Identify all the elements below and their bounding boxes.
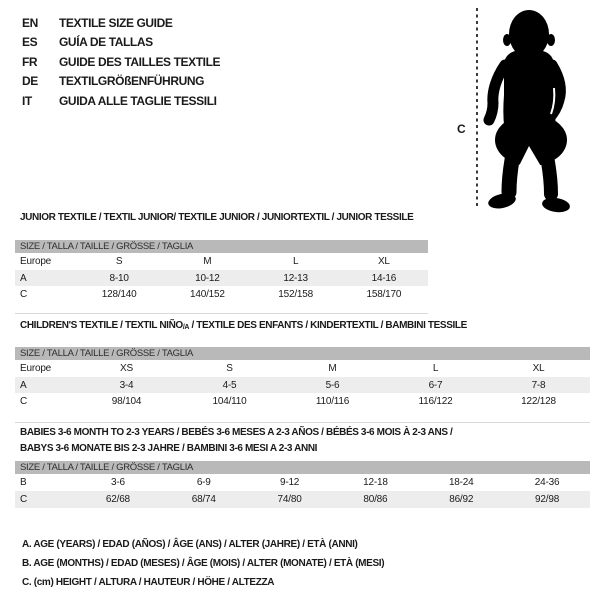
table-row-babies-age xyxy=(15,474,590,491)
size-cell: L xyxy=(292,256,299,267)
table-title-babies-line1: BABIES 3-6 MONTH TO 2-3 YEARS / BEBÉS 3-6 MESES A 2-3 AÑOS / BÉBÉS 3-6 MOIS À 2-3 ANS / xyxy=(20,427,453,438)
language-code: IT xyxy=(22,93,32,108)
language-code: ES xyxy=(22,35,38,50)
table-row-children-europe xyxy=(15,360,590,377)
size-header-bar-junior: SIZE / TALLA / TAILLE / GRÖSSE / TAGLIA xyxy=(15,240,428,253)
height-measure-label: C xyxy=(457,122,466,136)
height-cell: 116/122 xyxy=(418,396,453,407)
height-cell: 104/110 xyxy=(212,396,247,407)
height-cell: 80/86 xyxy=(363,494,388,505)
height-cell: 158/170 xyxy=(366,289,402,300)
table-row-children-age xyxy=(15,377,590,393)
size-cell: L xyxy=(432,363,439,374)
table-row-junior-europe xyxy=(15,253,428,270)
language-row-es xyxy=(22,33,220,53)
size-cell: XL xyxy=(532,363,545,374)
size-cell: XS xyxy=(120,363,133,374)
guide-title-fr: GUIDE DES TAILLES TEXTILE xyxy=(59,54,221,69)
toddler-silhouette-figure xyxy=(455,0,600,245)
table-divider xyxy=(15,313,428,314)
table-divider xyxy=(15,422,590,423)
language-title-list xyxy=(22,13,220,111)
height-cell: 74/80 xyxy=(277,494,302,505)
row-label: B xyxy=(20,477,27,488)
table-row-junior-age xyxy=(15,270,428,286)
height-cell: 92/98 xyxy=(535,494,560,505)
height-cell: 110/116 xyxy=(315,396,350,407)
toddler-silhouette xyxy=(487,10,571,214)
height-cell: 98/104 xyxy=(111,396,142,407)
height-cell: 122/128 xyxy=(521,396,556,407)
age-cell: 3-4 xyxy=(119,379,134,391)
guide-title-it: GUIDA ALLE TAGLIE TESSILI xyxy=(59,93,217,108)
row-label: C xyxy=(20,494,28,505)
size-header-bar-children: SIZE / TALLA / TAILLE / GRÖSSE / TAGLIA xyxy=(15,347,590,360)
language-row-en xyxy=(22,13,220,33)
row-label: C xyxy=(20,289,28,300)
title-text: / TEXTILE DES ENFANTS / KINDERTEXTIL / BAMBINI TESSILE xyxy=(189,320,467,331)
footnote-age-years: A. AGE (YEARS) / EDAD (AÑOS) / ÂGE (ANS) / ALTER (JAHRE) / ETÀ (ANNI) xyxy=(22,539,358,550)
table-row-children-height xyxy=(15,393,590,410)
age-cell: 12-13 xyxy=(283,272,308,284)
age-cell: 14-16 xyxy=(371,272,397,284)
footnote-height: C. (cm) HEIGHT / ALTURA / HAUTEUR / HÖHE / ALTEZZA xyxy=(22,577,275,588)
row-label: C xyxy=(20,396,28,407)
age-cell: 7-8 xyxy=(531,379,546,391)
row-label: Europe xyxy=(20,363,52,374)
language-code: DE xyxy=(22,74,38,89)
age-cell: 18-24 xyxy=(448,477,474,488)
age-cell: 24-36 xyxy=(534,477,560,488)
age-cell: 6-7 xyxy=(428,379,443,391)
language-code: FR xyxy=(22,54,38,69)
age-cell: 3-6 xyxy=(110,477,125,488)
title-text: CHILDREN'S TEXTILE / TEXTIL NIÑO xyxy=(20,320,183,331)
title-subscript: /A xyxy=(182,324,190,331)
guide-title-en: TEXTILE SIZE GUIDE xyxy=(59,15,173,30)
size-cell: S xyxy=(115,256,123,267)
height-cell: 86/92 xyxy=(449,494,474,505)
height-cell: 68/74 xyxy=(191,494,216,505)
size-cell: S xyxy=(226,363,233,374)
age-cell: 6-9 xyxy=(196,477,211,488)
language-row-fr xyxy=(22,52,220,72)
size-cell: XL xyxy=(377,256,390,267)
age-cell: 4-5 xyxy=(222,379,237,391)
language-row-de xyxy=(22,72,220,92)
language-row-it xyxy=(22,91,220,111)
footnote-age-months: B. AGE (MONTHS) / EDAD (MESES) / ÂGE (MOIS) / ALTER (MONATE) / ETÀ (MESI) xyxy=(22,558,385,569)
size-cell: M xyxy=(203,256,212,267)
row-label: A xyxy=(20,379,27,391)
height-cell: 152/158 xyxy=(278,289,313,300)
table-row-babies-height xyxy=(15,491,590,508)
table-title-junior: JUNIOR TEXTILE / TEXTIL JUNIOR/ TEXTILE JUNIOR / JUNIORTEXTIL / JUNIOR TESSILE xyxy=(20,212,414,223)
age-cell: 8-10 xyxy=(109,272,129,284)
guide-title-es: GUÍA DE TALLAS xyxy=(59,35,153,50)
height-cell: 62/68 xyxy=(105,494,130,505)
age-cell: 12-18 xyxy=(363,477,388,488)
language-code: EN xyxy=(22,15,38,30)
height-cell: 128/140 xyxy=(101,289,137,300)
height-cell: 140/152 xyxy=(190,289,225,300)
table-row-junior-height xyxy=(15,286,428,303)
size-header-bar-babies: SIZE / TALLA / TAILLE / GRÖSSE / TAGLIA xyxy=(15,461,590,474)
table-title-babies-line2: BABYS 3-6 MONATE BIS 2-3 JAHRE / BAMBINI 3-6 MESI A 2-3 ANNI xyxy=(20,443,318,454)
row-label: Europe xyxy=(20,256,52,267)
table-title-children xyxy=(20,320,467,331)
age-cell: 9-12 xyxy=(279,477,300,488)
size-cell: M xyxy=(328,363,337,374)
age-cell: 10-12 xyxy=(195,272,220,284)
guide-title-de: TEXTILGRÖßENFÜHRUNG xyxy=(59,74,205,89)
row-label: A xyxy=(20,272,27,284)
age-cell: 5-6 xyxy=(325,379,340,391)
